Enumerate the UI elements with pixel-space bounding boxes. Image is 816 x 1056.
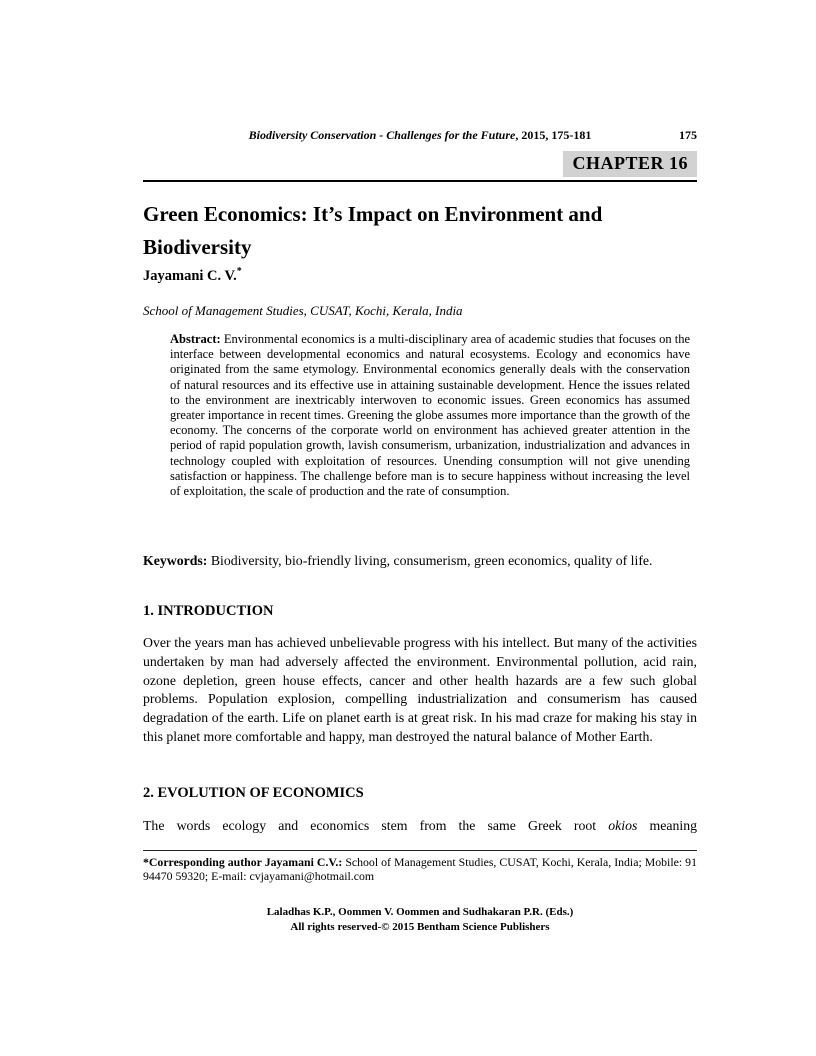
author-line	[143, 266, 697, 285]
author-name: Jayamani C. V.	[143, 267, 237, 284]
footnote-text: School of Management Studies, CUSAT, Kochi, Kerala, India; Mobile: 91 94470 59320; E-mail: cvjayamani@hotmail.com	[143, 855, 697, 883]
page-footer	[143, 905, 697, 934]
section-heading-evolution: 2. EVOLUTION OF ECONOMICS	[143, 785, 364, 801]
abstract-label: Abstract:	[170, 332, 221, 346]
abstract-paragraph	[170, 332, 690, 499]
chapter-badge: CHAPTER 16	[563, 151, 697, 177]
affiliation: School of Management Studies, CUSAT, Kochi, Kerala, India	[143, 303, 463, 318]
footnote-rule	[143, 850, 697, 851]
abstract-text: Environmental economics is a multi-disciplinary area of academic studies that focuses on the interface between developmental economics and natural ecosystems. Ecology and economics have originated from the same etymology. Environmental economics generally deals with the conservation of natural resources and its effective use in attaining sustainable development. Hence the issues related to the environment are inextricably interwoven to economic issues. Green economics has assumed greater importance in recent times. Greening the globe assumes more importance than the growth of the economy. The concerns of the corporate world on environment has achieved greater attention in the period of rapid population growth, lavish consumerism, urbanization, industrialization and advances in technology coupled with exploitation of resources. Unending consumption will not give unending satisfaction or happiness. The challenge before man is to secure happiness without increasing the level of exploitation, the scale of production and the rate of consumption.	[170, 332, 691, 499]
evolution-text-before: The words ecology and economics stem from the same Greek root	[143, 818, 597, 833]
keywords-label: Keywords:	[143, 553, 208, 568]
footnote-label: *Corresponding author Jayamani C.V.:	[143, 855, 343, 869]
page-number: 175	[679, 128, 697, 142]
chapter-row	[143, 151, 697, 177]
running-header	[143, 128, 697, 143]
evolution-paragraph	[143, 817, 697, 836]
author-asterisk: *	[236, 266, 242, 277]
footer-editors: Laladhas K.P., Oommen V. Oommen and Sudhakaran P.R. (Eds.)	[266, 906, 574, 918]
introduction-paragraph: Over the years man has achieved unbelievable progress with his intellect. But many of the activities undertaken by man had adversely affected the environment. Environmental pollution, acid rain, ozone depletion, green house effects, cancer and other health hazards are a few such global problems. Population explosion, compelling industrialization and consumerism has caused degradation of the earth. Life on planet earth is at great risk. In his mad craze for making his stay in this planet more comfortable and happy, man destroyed the natural balance of Mother Earth.	[143, 635, 697, 744]
keywords-text: Biodiversity, bio-friendly living, consumerism, green economics, quality of life.	[210, 553, 653, 568]
section-heading-introduction: 1. INTRODUCTION	[143, 603, 274, 619]
journal-issue-info: , 2015, 175-181	[515, 128, 592, 142]
evolution-text-after: meaning	[649, 818, 698, 833]
journal-title: Biodiversity Conservation - Challenges for the Future	[248, 128, 516, 142]
evolution-italic-word: okios	[608, 818, 638, 833]
footer-copyright: All rights reserved-© 2015 Bentham Science Publishers	[290, 920, 550, 933]
corresponding-author-footnote	[143, 855, 697, 883]
header-rule	[143, 180, 697, 182]
article-title: Green Economics: It’s Impact on Environment and Biodiversity	[143, 202, 603, 259]
keywords-paragraph	[143, 551, 697, 571]
